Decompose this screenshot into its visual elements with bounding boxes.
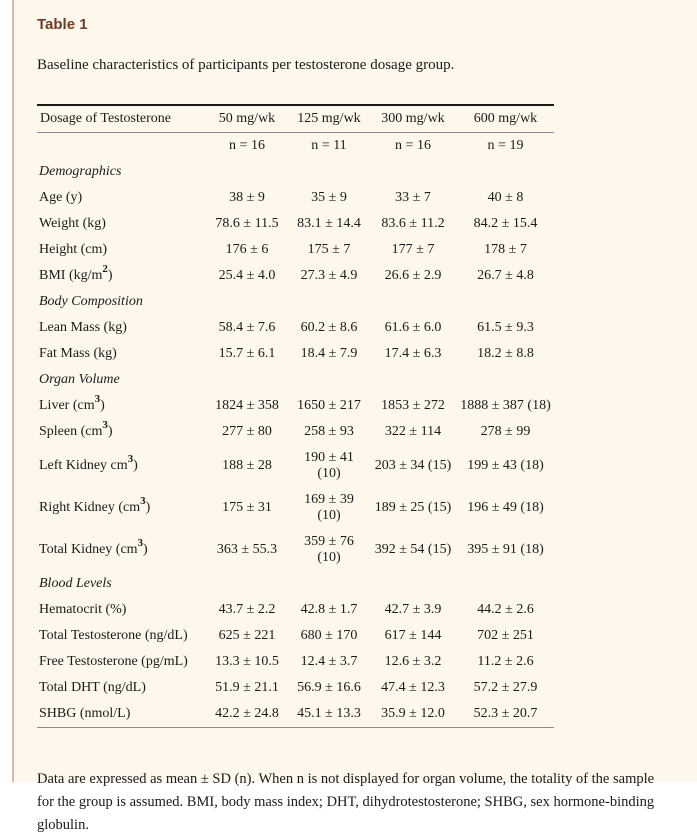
data-row [37, 211, 554, 237]
value-cell: 47.4 ± 12.3 [381, 680, 445, 695]
row-label: Liver $(cm^3)$ [39, 393, 105, 413]
value-cell: 78.6 ± 11.5 [215, 216, 279, 231]
value-cell: 18.4 ± 7.9 [300, 346, 358, 361]
row-label: Weight (kg) [39, 216, 106, 231]
value-cell: 359 ± 76 (10) [304, 534, 354, 565]
value-cell: 42.8 ± 1.7 [300, 602, 358, 617]
data-row [37, 393, 554, 419]
value-cell: 58.4 ± 7.6 [218, 320, 276, 335]
row-label: Right Kidney $(cm^3)$ [39, 495, 151, 515]
value-cell: 278 ± 99 [480, 424, 531, 439]
value-cell: 680 ± 170 [300, 628, 358, 643]
value-cell: 25.4 ± 4.0 [218, 268, 276, 283]
data-row [37, 675, 554, 701]
value-cell: 18.2 ± 8.8 [477, 346, 534, 361]
data-row [37, 185, 554, 211]
sample-size-row [37, 133, 554, 160]
row-label: Fat Mass (kg) [39, 346, 117, 361]
value-cell: 17.4 ± 6.3 [384, 346, 442, 361]
table-body [37, 133, 554, 728]
value-cell: 42.2 ± 24.8 [215, 706, 279, 721]
value-cell: 35 ± 9 [311, 190, 347, 205]
value-cell: 12.6 ± 3.2 [384, 654, 442, 669]
value-cell: 1853 ± 272 [381, 398, 445, 413]
value-cell: 1888 ± 387 (18) [460, 398, 551, 413]
data-row [37, 701, 554, 728]
row-label: BMI $(kg/m^2)$ [39, 263, 113, 283]
value-cell: 175 ± 31 [222, 500, 272, 515]
value-cell: 175 ± 7 [307, 242, 351, 257]
value-cell: 188 ± 28 [222, 458, 272, 473]
table-caption: Baseline characteristics of participants per testosterone dosage group. [37, 57, 455, 73]
value-cell: 15.7 ± 6.1 [218, 346, 276, 361]
n-cell-300mg: n = 16 [395, 138, 431, 153]
row-label: SHBG (nmol/L) [39, 706, 131, 721]
value-cell: 203 ± 34 (15) [374, 458, 452, 473]
data-row [37, 419, 554, 445]
n-cell-125mg: n = 11 [311, 138, 347, 153]
row-label: Age (y) [39, 190, 83, 205]
n-cell-50mg: n = 16 [229, 138, 265, 153]
value-cell: 26.6 ± 2.9 [384, 268, 442, 283]
value-cell: 178 ± 7 [484, 242, 527, 257]
value-cell: 702 ± 251 [477, 628, 534, 643]
value-cell: 57.2 ± 27.9 [473, 680, 538, 695]
section-header-row [37, 289, 554, 315]
header-cell-dosage: Dosage of Testosterone [37, 105, 205, 133]
data-row [37, 529, 554, 571]
value-cell: 189 ± 25 (15) [374, 500, 452, 515]
section-label: Organ Volume [39, 372, 120, 387]
value-cell: 83.6 ± 11.2 [381, 216, 445, 231]
data-row [37, 315, 554, 341]
row-label: Free Testosterone (pg/mL) [39, 654, 188, 669]
value-cell: 33 ± 7 [395, 190, 431, 205]
value-cell: 395 ± 91 (18) [467, 542, 544, 557]
value-cell: 38 ± 9 [229, 190, 265, 205]
article-canvas [14, 0, 697, 834]
row-label: Lean Mass (kg) [39, 320, 127, 335]
row-label: Spleen $(cm^3)$ [39, 419, 113, 439]
value-cell: 11.2 ± 2.6 [477, 654, 534, 669]
header-cell-125mg: 125 mg/wk [289, 105, 369, 133]
value-cell: 52.3 ± 20.7 [473, 706, 538, 721]
value-cell: 196 ± 49 (18) [467, 500, 544, 515]
unit-superscript: 2 [102, 263, 108, 276]
section-header-row [37, 571, 554, 597]
value-cell: 392 ± 54 (15) [374, 542, 452, 557]
value-cell: 199 ± 43 (18) [467, 458, 544, 473]
value-cell: 190 ± 41 (10) [304, 450, 354, 481]
table-header-row [37, 105, 554, 133]
value-cell: 27.3 ± 4.9 [300, 268, 358, 283]
unit-superscript: 3 [127, 453, 134, 466]
data-row [37, 487, 554, 529]
value-cell: 617 ± 144 [384, 628, 442, 643]
value-cell: 322 ± 114 [384, 424, 442, 439]
value-cell: 43.7 ± 2.2 [218, 602, 276, 617]
value-cell: 84.2 ± 15.4 [473, 216, 538, 231]
value-cell: 26.7 ± 4.8 [477, 268, 534, 283]
value-cell: 42.7 ± 3.9 [384, 602, 442, 617]
header-cell-50mg: 50 mg/wk [205, 105, 289, 133]
data-row [37, 623, 554, 649]
unit-superscript: 3 [102, 419, 108, 432]
data-row [37, 237, 554, 263]
value-cell: 363 ± 55.3 [216, 542, 278, 557]
row-label: Hematocrit (%) [39, 602, 127, 617]
data-row [37, 445, 554, 487]
row-label: Height (cm) [39, 242, 108, 257]
value-cell: 40 ± 8 [487, 190, 524, 205]
unit-superscript: 3 [140, 495, 146, 508]
unit-superscript: 3 [137, 537, 144, 550]
value-cell: 45.1 ± 13.3 [297, 706, 361, 721]
header-cell-600mg: 600 mg/wk [457, 105, 554, 133]
value-cell: 44.2 ± 2.6 [477, 602, 534, 617]
value-cell: 51.9 ± 21.1 [215, 680, 279, 695]
row-label: Left Kidney $cm^3$) [39, 453, 138, 473]
value-cell: 35.9 ± 12.0 [381, 706, 445, 721]
value-cell: 12.4 ± 3.7 [300, 654, 358, 669]
data-row [37, 263, 554, 289]
header-cell-300mg: 300 mg/wk [369, 105, 457, 133]
table-footnote: Data are expressed as mean ± SD (n). When n is not displayed for organ volume, the totality of the sample for the group is assumed. BMI, body mass index; DHT, dihydrotestosterone; SHBG, sex hormone-binding globulin. [37, 771, 655, 834]
empty-cell [37, 133, 205, 160]
data-row [37, 597, 554, 623]
value-cell: 56.9 ± 16.6 [297, 680, 361, 695]
value-cell: 258 ± 93 [304, 424, 354, 439]
value-cell: 277 ± 80 [222, 424, 272, 439]
value-cell: 60.2 ± 8.6 [300, 320, 358, 335]
unit-superscript: 3 [94, 393, 101, 406]
value-cell: 169 ± 39 (10) [304, 492, 354, 523]
data-row [37, 649, 554, 675]
value-cell: 176 ± 6 [225, 242, 269, 257]
row-label: Total DHT (ng/dL) [39, 680, 146, 695]
row-label: Total Testosterone (ng/dL) [39, 628, 188, 643]
section-header-row [37, 159, 554, 185]
value-cell: 1824 ± 358 [215, 398, 279, 413]
value-cell: 625 ± 221 [218, 628, 276, 643]
value-cell: 61.5 ± 9.3 [477, 320, 534, 335]
value-cell: 177 ± 7 [391, 242, 435, 257]
table-title: Table 1 [37, 16, 88, 33]
value-cell: 1650 ± 217 [297, 398, 361, 413]
section-label: Blood Levels [39, 576, 112, 591]
row-label: Total Kidney $(cm^3)$ [39, 537, 148, 557]
baseline-characteristics-table [37, 104, 554, 728]
value-cell: 13.3 ± 10.5 [215, 654, 279, 669]
section-label: Body Composition [39, 294, 143, 309]
section-label: Demographics [39, 164, 122, 179]
section-header-row [37, 367, 554, 393]
data-row [37, 341, 554, 367]
value-cell: 83.1 ± 14.4 [297, 216, 361, 231]
n-cell-600mg: n = 19 [487, 138, 524, 153]
value-cell: 61.6 ± 6.0 [384, 320, 442, 335]
